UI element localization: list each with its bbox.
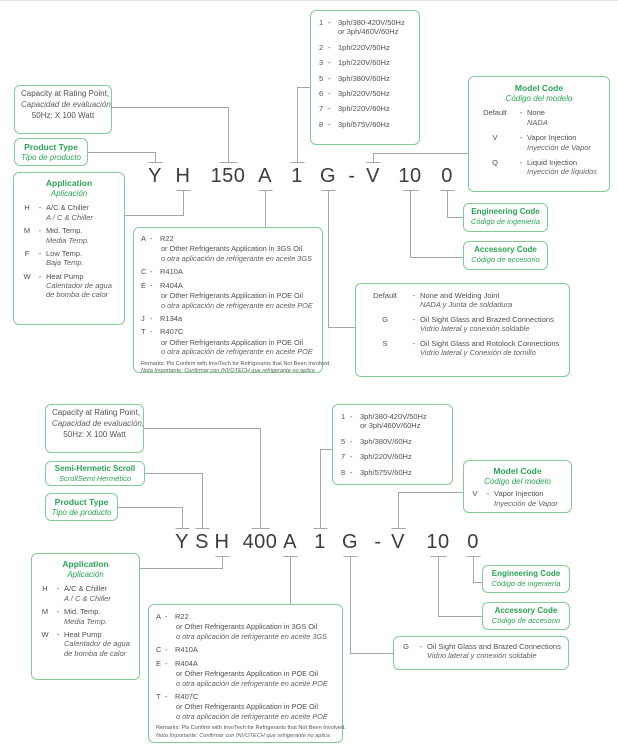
voltage-item xyxy=(319,104,411,113)
voltage-value: 3ph/220V/60Hz xyxy=(360,452,412,462)
item-refrigerant-name: R134a xyxy=(160,314,183,324)
item-en: A/C & Chiller xyxy=(64,584,107,594)
item-dash: - xyxy=(519,157,523,167)
product-type-en: Product Type xyxy=(54,497,109,507)
connector-top-voltage-1 xyxy=(291,88,311,163)
refrigerant-item xyxy=(156,645,335,654)
item-dash: - xyxy=(150,267,153,277)
item-key: 6 xyxy=(319,88,324,98)
accessory-code-es: Código de accesorio xyxy=(491,616,561,626)
item-dash: - xyxy=(519,133,523,143)
top-capacity-box xyxy=(14,85,112,134)
product-type-es: Tipo de producto xyxy=(51,508,112,518)
refrigerant-item-note xyxy=(176,702,335,721)
item-dash: - xyxy=(150,234,153,243)
voltage-item xyxy=(319,89,411,98)
item-key: J xyxy=(141,314,145,324)
model-code-title xyxy=(475,83,603,104)
voltage-value: 1ph/220V/50Hz xyxy=(338,42,390,52)
item-dash: - xyxy=(328,73,331,83)
item-dash: - xyxy=(150,280,153,290)
semi-hermetic-box xyxy=(45,461,145,486)
item-key: S xyxy=(382,338,388,348)
connector-top-product-Y xyxy=(88,153,163,163)
item-dash: - xyxy=(350,436,353,446)
item-dash: - xyxy=(350,467,353,477)
item-dash: - xyxy=(38,271,42,281)
bottom-code-char-hyphen: - xyxy=(374,531,382,553)
item-key: 3 xyxy=(319,58,324,68)
item-es: Inyección de Vapor xyxy=(494,498,558,508)
model-code-item xyxy=(475,108,603,127)
item-es: Inyección de Vapor xyxy=(527,142,591,152)
refrigerant-item xyxy=(141,267,315,276)
item-key: F xyxy=(24,248,30,258)
top-code-char-hyphen: - xyxy=(348,165,356,187)
remark-es: Nota Importante: Confirmar con INVOTECH que refrigerante no aplica xyxy=(141,368,315,375)
voltage-value: 1ph/220V/60Hz xyxy=(338,58,390,68)
item-es: NADA y Junta de soldadura xyxy=(420,300,513,310)
connector-top-model-V xyxy=(367,154,469,163)
item-es: Vidrio lateral y conexión soldable xyxy=(420,324,530,334)
top-code-char-capacity: 150 xyxy=(210,165,246,187)
item-en: A/C & Chiller xyxy=(46,203,89,213)
note-es: o otra aplicación de refrigerante en aceite POE xyxy=(176,711,328,721)
item-dash: - xyxy=(56,584,60,594)
note-es: o otra aplicación de refrigerante en aceite 3GS xyxy=(161,253,312,263)
item-dash: - xyxy=(165,692,168,702)
top-voltage-box xyxy=(310,10,420,145)
voltage-value: 3ph/220V/60Hz xyxy=(338,104,390,114)
note-en: or Other Refrigerants Application in POE Oil xyxy=(176,702,318,712)
connection-item xyxy=(362,339,563,358)
voltage-item xyxy=(341,452,444,461)
refrigerant-remarks xyxy=(141,360,331,376)
note-en: or Other Refrigerants Application in POE Oil xyxy=(161,291,303,301)
remark-es: Nota Importante: Confirmar con INVOTECH que refrigerante no aplica xyxy=(156,732,330,739)
top-code-char-model: V xyxy=(366,165,380,187)
connector-bottom-voltage-1 xyxy=(314,450,333,529)
item-en: Mid. Temp. xyxy=(46,226,83,236)
voltage-item xyxy=(319,18,411,37)
model-code-title-es: Código del modelo xyxy=(505,94,573,104)
voltage-value: 3ph/575V/60Hz xyxy=(360,467,412,477)
bottom-code-char-voltage: 1 xyxy=(314,531,326,553)
item-en: Mid. Temp. xyxy=(64,607,101,617)
item-key: M xyxy=(41,607,49,617)
bottom-product-type-box xyxy=(45,493,118,521)
item-en: Low Temp. xyxy=(46,248,83,258)
refrigerant-item xyxy=(141,234,315,243)
voltage-value: 3ph/220V/50Hz xyxy=(338,88,390,98)
connector-bottom-accessory-10 xyxy=(431,557,483,617)
bottom-model-code-box xyxy=(463,460,572,513)
item-dash: - xyxy=(328,119,331,129)
voltage-value: 3ph/380-420V/50Hz xyxy=(338,18,405,27)
item-key: E xyxy=(156,658,162,668)
voltage-value: 3ph/380-420V/50Hz xyxy=(360,412,427,421)
item-key: 1 xyxy=(319,18,324,27)
item-key: 7 xyxy=(341,452,346,462)
item-en: Heat Pump xyxy=(46,271,84,281)
item-key: M xyxy=(23,226,31,236)
item-key: C xyxy=(141,267,147,277)
voltage-value: 3ph/575V/60Hz xyxy=(338,119,390,129)
item-dash: - xyxy=(519,108,523,118)
connector-bottom-refrigerant-A xyxy=(284,557,298,605)
item-dash: - xyxy=(328,88,331,98)
item-es: Calentador de agua de bomba de calor xyxy=(64,639,130,658)
refrigerant-item xyxy=(156,612,335,621)
item-key: 8 xyxy=(341,467,346,477)
voltage-item xyxy=(319,120,411,129)
application-title-es: Aplicación xyxy=(67,570,104,580)
item-es: A / C & Chiller xyxy=(64,593,111,603)
semi-hermetic-en: Semi-Hermetic Scroll xyxy=(54,464,136,473)
note-es: o otra aplicación de refrigerante en aceite POE xyxy=(161,300,313,310)
connector-top-accessory-10 xyxy=(403,191,464,258)
application-title-es: Aplicación xyxy=(50,189,88,199)
item-refrigerant-name: R407C xyxy=(160,327,184,337)
item-key: T xyxy=(141,327,146,337)
engineering-code-es: Código de ingeniería xyxy=(470,217,541,227)
note-en: or Other Refrigerants Application in POE Oil xyxy=(176,669,318,679)
connection-item xyxy=(362,315,563,334)
item-es: NADA xyxy=(527,117,548,127)
item-dash: - xyxy=(38,226,42,236)
item-es: Calentador de agua de bomba de calor xyxy=(46,281,112,300)
item-en: Heat Pump xyxy=(64,629,102,639)
top-code-char-refrigerant: A xyxy=(258,165,272,187)
model-code-item xyxy=(475,158,603,177)
item-es: Inyección de líquidos xyxy=(527,167,598,177)
item-dash: - xyxy=(350,452,353,462)
capacity-line-en: Capacity at Rating Point, xyxy=(52,408,141,417)
voltage-value: 3ph/380V/60Hz xyxy=(338,73,390,83)
refrigerant-remarks xyxy=(156,725,346,740)
connector-top-application-H xyxy=(125,191,191,216)
item-key: V xyxy=(492,133,498,143)
refrigerant-item-note xyxy=(161,244,315,263)
item-en: Vapor Injection xyxy=(494,489,544,499)
item-key: H xyxy=(42,584,48,594)
item-key: 5 xyxy=(341,436,346,446)
item-key: T xyxy=(156,692,161,702)
item-es: A / C & Chiller xyxy=(46,212,93,222)
item-key: A xyxy=(141,234,147,243)
accessory-code-es: Código de accesorio xyxy=(471,255,540,265)
bottom-code-char-product: Y xyxy=(175,531,189,553)
bottom-code-char-refrigerant: A xyxy=(283,531,297,553)
item-dash: - xyxy=(38,203,42,213)
application-item xyxy=(38,584,133,603)
model-code-item xyxy=(468,489,567,508)
product-type-en: Product Type xyxy=(24,142,78,152)
item-key: 1 xyxy=(341,412,346,421)
note-en: or Other Refrigerants Application in 3GS Oil xyxy=(161,244,303,254)
connector-bottom-model-V xyxy=(392,493,464,529)
top-refrigerant-box xyxy=(133,227,331,375)
item-en: Oil Sight Glass and Rotolock Connections xyxy=(420,338,560,348)
model-code-title-en: Model Code xyxy=(493,466,542,476)
item-refrigerant-name: R407C xyxy=(175,692,199,702)
bottom-capacity-box xyxy=(45,404,144,453)
model-code-title xyxy=(468,466,567,487)
connector-bottom-engineering-0 xyxy=(467,557,483,583)
item-key: W xyxy=(41,629,49,639)
connector-top-capacity-150 xyxy=(112,108,238,163)
item-en: Vapor Injection xyxy=(527,133,577,143)
bottom-engineering-code-box xyxy=(482,565,570,593)
item-key: G xyxy=(403,642,409,651)
bottom-code-char-capacity: 400 xyxy=(242,531,278,553)
voltage-item xyxy=(341,437,444,446)
connector-top-refrigerant-A xyxy=(259,191,273,228)
engineering-code-en: Engineering Code xyxy=(491,569,561,578)
item-es: Vidrio lateral y conexión soldable xyxy=(427,651,537,661)
capacity-line-value: 50Hz: X 100 Watt xyxy=(31,111,95,121)
item-key: 7 xyxy=(319,104,324,114)
voltage-item xyxy=(341,412,444,431)
bottom-code-char-connection: G xyxy=(341,531,359,553)
item-en: None xyxy=(527,108,545,118)
voltage-item xyxy=(319,43,411,52)
top-product-type-box xyxy=(14,138,88,166)
application-item xyxy=(38,630,133,658)
item-key: Default xyxy=(483,108,507,118)
item-en: Liquid Injection xyxy=(527,157,578,167)
top-model-code-box xyxy=(468,76,610,192)
refrigerant-item-note xyxy=(176,669,335,688)
item-key: H xyxy=(24,203,30,213)
item-refrigerant-name: R404A xyxy=(175,658,198,668)
connection-item xyxy=(397,642,565,661)
item-dash: - xyxy=(412,291,416,300)
top-code-char-accessory: 10 xyxy=(398,165,422,187)
item-key: G xyxy=(382,314,388,324)
bottom-accessory-code-box xyxy=(482,602,570,630)
item-dash: - xyxy=(412,338,416,348)
application-title xyxy=(38,559,133,580)
item-dash: - xyxy=(350,412,353,421)
top-application-box xyxy=(13,172,125,325)
item-es: Baja Temp. xyxy=(46,258,84,268)
top-code-char-voltage: 1 xyxy=(291,165,303,187)
item-key: 8 xyxy=(319,119,324,129)
model-code-title-en: Model Code xyxy=(514,83,564,93)
item-key: Q xyxy=(492,157,498,167)
item-refrigerant-name: R410A xyxy=(160,267,183,277)
item-dash: - xyxy=(419,642,423,651)
voltage-item xyxy=(319,58,411,67)
connector-bottom-semihermetic-S xyxy=(145,474,210,529)
application-item xyxy=(20,249,118,268)
refrigerant-item xyxy=(156,659,335,668)
item-key: 2 xyxy=(319,42,324,52)
item-key: V xyxy=(472,489,478,499)
engineering-code-es: Código de ingeniería xyxy=(491,579,561,589)
item-refrigerant-name: R410A xyxy=(175,645,198,655)
top-engineering-code-box xyxy=(463,203,548,232)
connection-item xyxy=(362,291,563,310)
bottom-code-char-scroll: S xyxy=(195,531,209,553)
voltage-value: 3ph/380V/60Hz xyxy=(360,436,412,446)
capacity-line-es: Capacidad de evaluación, xyxy=(52,419,145,429)
accessory-code-en: Accessory Code xyxy=(474,245,537,254)
item-dash: - xyxy=(328,104,331,114)
item-dash: - xyxy=(38,248,42,258)
voltage-value-alt: or 3ph/460V/60Hz xyxy=(360,421,421,431)
bottom-code-char-accessory: 10 xyxy=(426,531,450,553)
connector-bottom-application-H xyxy=(140,557,230,569)
item-dash: - xyxy=(165,612,168,621)
application-title-en: Application xyxy=(45,178,93,188)
item-es: Media Temp. xyxy=(46,235,90,245)
item-refrigerant-name: R22 xyxy=(175,612,189,621)
item-dash: - xyxy=(165,658,168,668)
item-dash: - xyxy=(412,314,416,324)
note-es: o otra aplicación de refrigerante en aceite POE xyxy=(176,678,328,688)
item-refrigerant-name: R22 xyxy=(160,234,174,243)
top-code-char-connection: G xyxy=(319,165,337,187)
product-type-es: Tipo de producto xyxy=(21,153,81,163)
remark-en: Remarks: Pls Confirm with InvoTech for Refrigerants that Not Been Involved. xyxy=(141,360,331,367)
top-code-char-product: Y xyxy=(148,165,162,187)
bottom-g-connection-box xyxy=(393,636,569,670)
item-refrigerant-name: R404A xyxy=(160,280,183,290)
accessory-code-en: Accessory Code xyxy=(494,606,558,615)
connector-bottom-product-Y xyxy=(118,508,190,529)
note-es: o otra aplicación de refrigerante en aceite POE xyxy=(161,347,313,357)
model-code-title-es: Código del modelo xyxy=(484,477,551,487)
note-es: o otra aplicación de refrigerante en aceite 3GS xyxy=(176,631,327,641)
item-en: Oil Sight Glass and Brazed Connections xyxy=(420,314,554,324)
item-key: A xyxy=(156,612,162,621)
remark-en: Remarks: Pls Confirm with InvoTech for Refrigerants that Not Been Involved. xyxy=(156,725,346,732)
item-key: E xyxy=(141,280,147,290)
application-item xyxy=(20,226,118,245)
model-code-item xyxy=(475,133,603,152)
note-en: or Other Refrigerants Application in POE Oil xyxy=(161,337,303,347)
application-title-en: Application xyxy=(62,559,109,569)
bottom-code-char-engineering: 0 xyxy=(467,531,479,553)
item-dash: - xyxy=(150,327,153,337)
item-en: Oil Sight Glass and Brazed Connections xyxy=(427,642,561,651)
connector-bottom-capacity-400 xyxy=(144,429,270,529)
item-dash: - xyxy=(56,607,60,617)
refrigerant-item-note xyxy=(176,622,335,641)
item-dash: - xyxy=(165,645,168,655)
refrigerant-item xyxy=(141,281,315,290)
voltage-value-alt: or 3ph/460V/60Hz xyxy=(338,27,399,37)
item-key: 5 xyxy=(319,73,324,83)
capacity-line-value: 50Hz: X 100 Watt xyxy=(63,430,126,440)
item-es: Vidrio lateral y Conexión de tornillo xyxy=(420,347,536,357)
capacity-line-en: Capacity at Rating Point, xyxy=(21,89,110,98)
refrigerant-item-note xyxy=(161,291,315,310)
top-code-char-engineering: 0 xyxy=(441,165,453,187)
refrigerant-item xyxy=(156,692,335,701)
item-key: Default xyxy=(373,291,397,300)
top-connections-box xyxy=(355,283,570,377)
connector-bottom-gbox-G xyxy=(344,557,394,654)
application-title xyxy=(20,178,118,199)
refrigerant-item xyxy=(141,327,315,336)
application-item xyxy=(20,203,118,222)
voltage-item xyxy=(319,74,411,83)
capacity-line-es: Capacidad de evaluación, xyxy=(21,100,114,110)
bottom-code-char-application: H xyxy=(214,531,230,553)
application-item xyxy=(20,272,118,300)
bottom-refrigerant-box xyxy=(148,604,346,743)
top-accessory-code-box xyxy=(463,241,548,270)
item-key: W xyxy=(23,271,31,281)
bottom-code-char-model: V xyxy=(391,531,405,553)
engineering-code-en: Engineering Code xyxy=(471,207,540,216)
item-es: Media Temp. xyxy=(64,616,108,626)
bottom-voltage-box xyxy=(332,404,453,485)
voltage-item xyxy=(341,468,444,477)
refrigerant-item xyxy=(141,314,315,323)
item-dash: - xyxy=(328,42,331,52)
top-code-char-application: H xyxy=(175,165,191,187)
connector-top-connections-G xyxy=(322,191,356,328)
note-en: or Other Refrigerants Application in 3GS Oil xyxy=(176,622,318,632)
item-key: C xyxy=(156,645,162,655)
item-dash: - xyxy=(486,489,490,499)
connector-top-engineering-0 xyxy=(441,191,464,218)
item-en: None and Welding Joint xyxy=(420,291,500,300)
item-dash: - xyxy=(150,314,153,324)
semi-hermetic-es: ScrollSemi Hermético xyxy=(58,474,132,484)
item-dash: - xyxy=(328,58,331,68)
bottom-application-box xyxy=(31,553,140,680)
item-dash: - xyxy=(56,629,60,639)
item-dash: - xyxy=(328,18,331,27)
application-item xyxy=(38,607,133,626)
refrigerant-item-note xyxy=(161,338,315,357)
